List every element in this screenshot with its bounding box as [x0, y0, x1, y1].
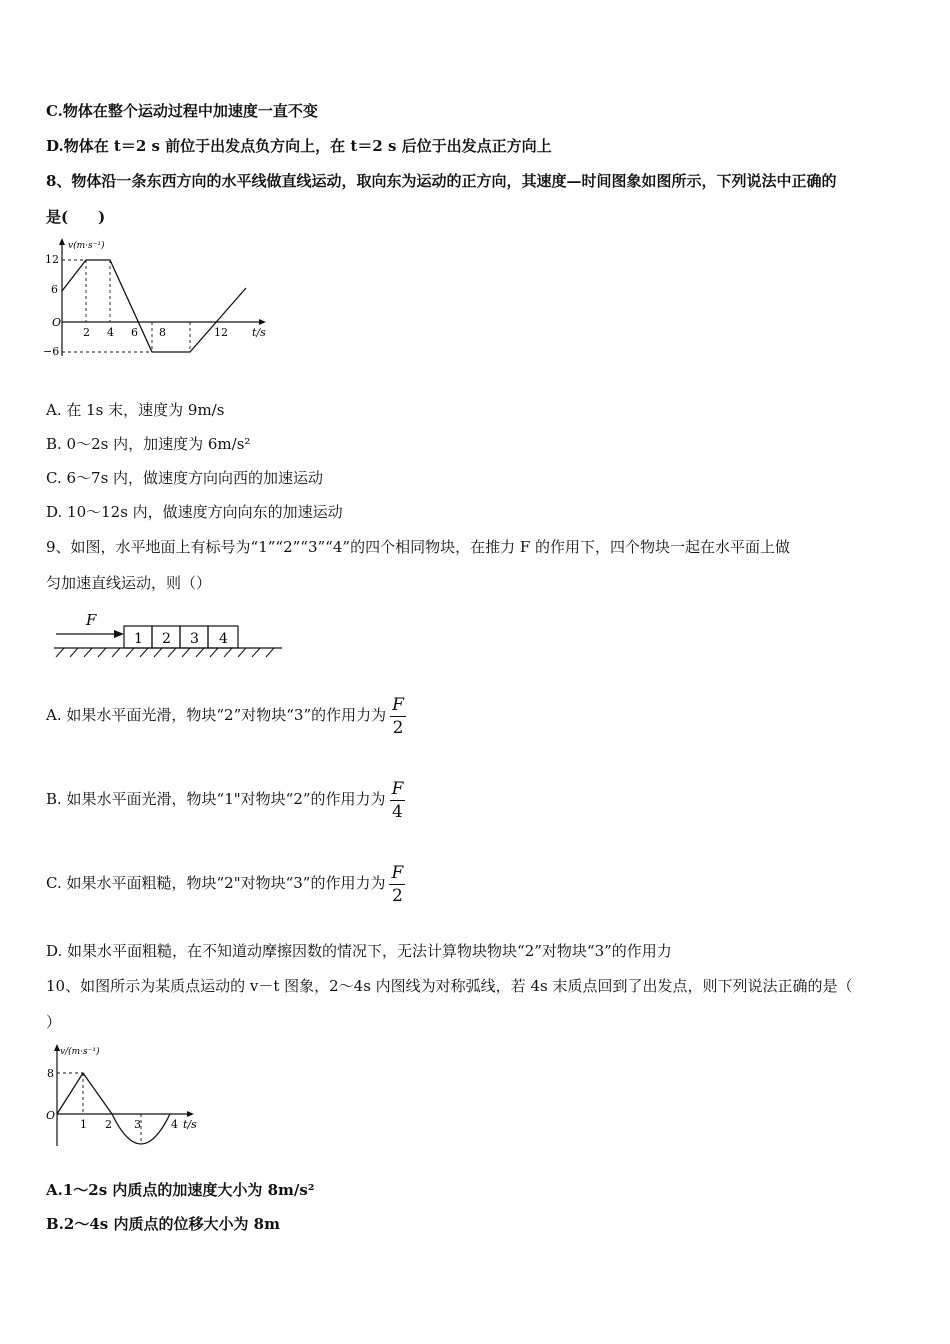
q8-xtick-12: 12 [214, 326, 228, 339]
q8-ytick-12: 12 [45, 253, 59, 266]
q9-stem-line1: 9、如图，水平地面上有标号为“1”“2”“3”“4”的四个相同物块，在推力 F 的作用下，四个物块一起在水平面上做 [46, 538, 791, 556]
q7-option-d: D.物体在 t＝2 s 前位于出发点负方向上，在 t＝2 s 后位于出发点正方向上 [46, 137, 552, 155]
q9-block-2-label: 2 [162, 631, 171, 647]
q8-y-axis-arrow [59, 238, 65, 245]
q8-option-a: A. 在 1s 末，速度为 9m/s [46, 401, 225, 419]
q9-option-a-denominator: 2 [392, 717, 404, 738]
q10-stem-line2: ） [46, 1013, 62, 1031]
q9-stem-line2: 匀加速直线运动，则（） [46, 574, 212, 592]
q10-x-label: t/s [183, 1118, 197, 1131]
q9-option-a-text: A. 如果水平面光滑，物块“2”对物块“3”的作用力为 [46, 706, 387, 724]
q10-origin-label: O [46, 1109, 56, 1122]
q9-option-a-fraction [390, 694, 406, 739]
q8-option-b: B. 0～2s 内，加速度为 6m/s² [46, 435, 251, 453]
q9-option-b-denominator: 4 [392, 801, 403, 822]
q10-velocity-line [57, 1073, 112, 1114]
q9-block-4-label: 4 [219, 631, 228, 647]
q9-block-3-label: 3 [190, 631, 199, 647]
q10-xtick-3: 3 [134, 1118, 141, 1131]
q10-y-label: v/(m·s⁻¹) [60, 1047, 100, 1057]
q9-blocks-figure [50, 608, 290, 664]
q10-stem-line1: 10、如图所示为某质点运动的 v－t 图象，2～4s 内图线为对称弧线，若 4s 末质点回到了出发点，则下列说法正确的是（ [46, 977, 853, 995]
q10-option-b: B.2～4s 内质点的位移大小为 8m [46, 1215, 280, 1233]
q8-stem-line1: 8、物体沿一条东西方向的水平线做直线运动，取向东为运动的正方向，其速度—时间图象如图所示，下列说法中正确的 [46, 172, 837, 190]
q10-velocity-time-graph [40, 1040, 210, 1150]
q7-option-c: C.物体在整个运动过程中加速度一直不变 [46, 102, 318, 120]
q8-y-label: v(m·s⁻¹) [68, 241, 105, 251]
q8-xtick-6: 6 [131, 326, 138, 339]
q9-option-a [46, 692, 406, 739]
q8-velocity-time-graph [40, 234, 280, 364]
q8-xtick-2: 2 [83, 326, 90, 339]
q9-option-c-text: C. 如果水平面粗糙，物块“2"对物块“3”的作用力为 [46, 874, 386, 892]
q9-force-label: F [86, 611, 97, 629]
q8-origin-label: O [52, 316, 62, 329]
q9-option-c [46, 860, 405, 907]
q10-xtick-4: 4 [171, 1118, 178, 1131]
q8-ytick-6: 6 [51, 283, 58, 296]
q10-ytick-8: 8 [47, 1067, 54, 1080]
q9-option-b-numerator: F [391, 778, 404, 799]
q8-option-d: D. 10～12s 内，做速度方向向东的加速运动 [46, 503, 343, 521]
q9-force-arrow-head [114, 630, 124, 638]
q9-ground-hatching [56, 648, 274, 657]
q8-option-c: C. 6～7s 内，做速度方向向西的加速运动 [46, 469, 324, 487]
q9-block-1-label: 1 [134, 631, 143, 647]
q10-x-axis-arrow [187, 1111, 194, 1117]
q10-xtick-1: 1 [80, 1118, 87, 1131]
q10-xtick-2: 2 [105, 1118, 112, 1131]
q9-option-a-numerator: F [392, 694, 404, 715]
q8-stem-line2: 是( ) [46, 208, 106, 226]
q9-option-c-numerator: F [391, 862, 404, 883]
q8-ytick-neg6: −6 [43, 345, 60, 358]
q8-xtick-8: 8 [159, 326, 166, 339]
q9-option-b-fraction [390, 778, 406, 823]
q9-option-c-fraction [389, 862, 405, 907]
q9-option-b-text: B. 如果水平面光滑，物块“1"对物块“2”的作用力为 [46, 790, 386, 808]
q8-xtick-4: 4 [107, 326, 114, 339]
q9-option-d: D. 如果水平面粗糙，在不知道动摩擦因数的情况下，无法计算物块物块“2”对物块“3”的作用力 [46, 942, 672, 960]
q9-option-b [46, 776, 405, 823]
q9-option-c-denominator: 2 [391, 885, 403, 906]
q8-x-axis-arrow [259, 319, 266, 325]
q10-option-a: A.1～2s 内质点的加速度大小为 8m/s² [46, 1181, 315, 1199]
q8-x-label: t/s [252, 326, 266, 339]
